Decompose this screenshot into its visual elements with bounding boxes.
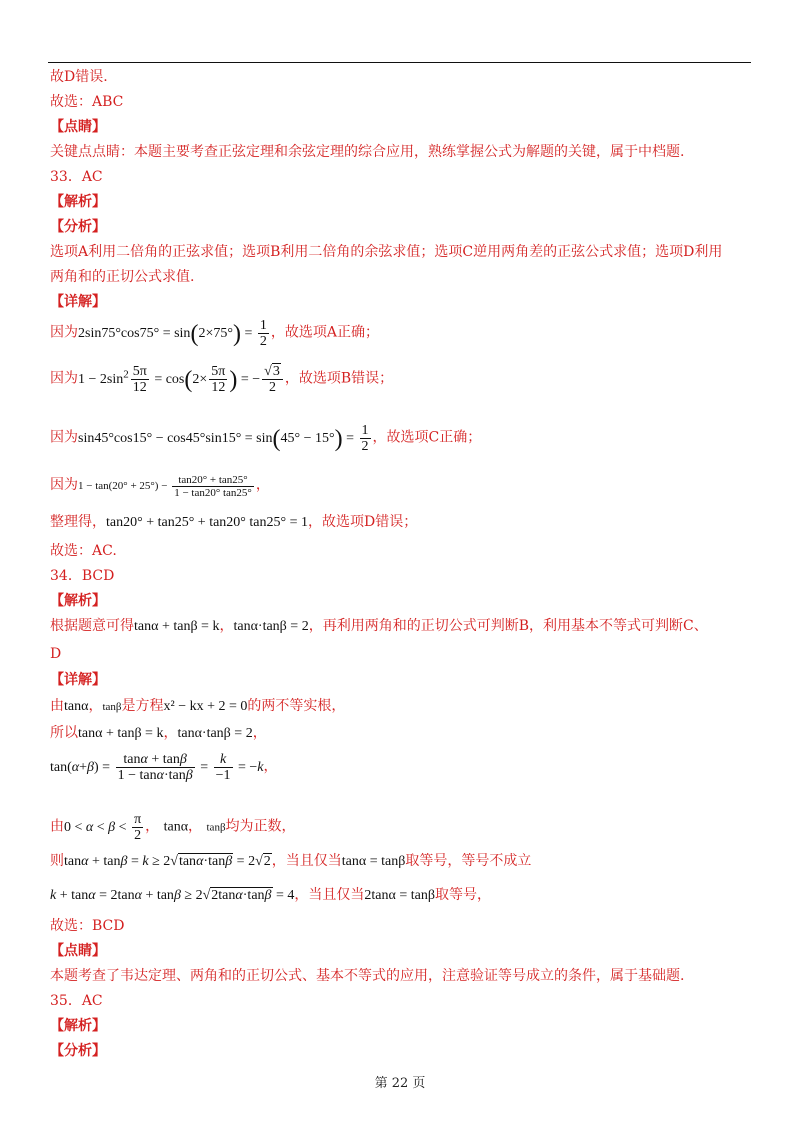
- formula-line: 所以tanα + tanβ = k，tanα·tanβ = 2，: [50, 725, 267, 741]
- text-line: 选项A利用二倍角的正弦求值；选项B利用二倍角的余弦求值；选项C逆用两角差的正弦公式求值；选项D利用: [50, 244, 723, 260]
- section-tag: 【点睛】: [50, 943, 106, 959]
- formula: 2tanα = tanβ: [364, 888, 435, 903]
- formula: tanα = tanβ: [341, 854, 406, 869]
- formula-line: 因为1 − tan(20° + 25°) − $\frac{\tan 20^\circ + \tan 25^\circ}{1 - \tan 20^\circ \tan 25^\circ}$ ，: [50, 474, 270, 499]
- section-tag: 【详解】: [50, 672, 106, 688]
- formula: k + tanα = 2tanα + tanβ ≥ 2√2tanα·tanβ = 4: [50, 888, 295, 903]
- formula: tanα + tanβ = k ≥ 2√tanα·tanβ = 2√2: [64, 854, 271, 869]
- formula-line: 则tanα + tanβ = k ≥ 2√tanα·tanβ = 2√2，当且仅当tanα = tanβ取等号，等号不成立: [50, 853, 532, 869]
- formula: tan20° + tan25° + tan20° tan25° = 1: [106, 515, 308, 530]
- formula: sin45°cos15° − cos45°sin15° = sin(45° − 15°) = $\frac{1}{2}$: [78, 423, 369, 454]
- section-tag: 【解析】: [50, 593, 106, 609]
- question-answer: 35．AC: [50, 993, 103, 1009]
- formula-line: 因为sin45°cos15° − cos45°sin15° = sin(45° − 15°) = $\frac{1}{2}$ ，故选项C正确；: [50, 423, 482, 454]
- formula-line: k + tanα = 2tanα + tanβ ≥ 2√2tanα·tanβ = 4，当且仅当2tanα = tanβ取等号，: [50, 887, 491, 903]
- formula: 1 − tan(20° + 25°) − $\frac{\tan 20^\circ + \tan 25^\circ}{1 - \tan 20^\circ \tan 25^\circ}$: [78, 474, 252, 499]
- formula-line: 整理得，tan20° + tan25° + tan20° tan25° = 1，故选项D错误；: [50, 514, 418, 530]
- text-line: 故选：ABC: [50, 94, 124, 110]
- header-rule: [48, 62, 751, 63]
- formula: 0 < α < β < $\frac{\pi}{2}$: [64, 812, 142, 843]
- question-answer: 33．AC: [50, 169, 103, 185]
- page-number: 第 22 页: [374, 1076, 426, 1091]
- formula-line: 由0 < α < β < $\frac{\pi}{2}$ ， tanα， tanβ均为正数，: [50, 812, 296, 843]
- text-line: 两角和的正切公式求值.: [50, 269, 195, 285]
- section-tag: 【解析】: [50, 1018, 106, 1034]
- formula: tanα: [163, 819, 189, 835]
- section-tag: 【解析】: [50, 194, 106, 210]
- section-tag: 【分析】: [50, 1043, 106, 1059]
- formula: tanα + tanβ = k: [134, 619, 220, 634]
- formula-line: tan(α+β) = $\frac{\tan\alpha + \tan\beta}{1 - \tan\alpha\cdot\tan\beta}$ = $\frac{k}{-1}$ = −k，: [50, 752, 278, 783]
- section-tag: 【详解】: [50, 294, 106, 310]
- formula: tanα: [64, 699, 89, 714]
- text-line: 故选：AC.: [50, 543, 117, 559]
- formula: $1 - 2\sin^2$ $\frac{5\pi}{12}$ = cos(2× $\frac{5\pi}{12}$ ) = − $\frac{√3}{2}$: [78, 372, 285, 387]
- text-line: 故选：BCD: [50, 918, 125, 934]
- formula-line: 因为2sin75°cos75° = sin(2×75°) = $\frac{1}{2}$ ，故选项A正确；: [50, 318, 379, 349]
- formula: tanβ: [102, 701, 122, 713]
- text-line: 本题考查了韦达定理、两角和的正切公式、基本不等式的应用，注意验证等号成立的条件，属于基础题.: [50, 968, 685, 984]
- formula: tanα·tanβ = 2: [177, 726, 253, 741]
- formula: x² − kx + 2 = 0: [163, 699, 248, 714]
- text-line: 关键点点睛：本题主要考查正弦定理和余弦定理的综合应用，熟练掌握公式为解题的关键，属于中档题.: [50, 144, 685, 160]
- formula: tan(α+β) = $\frac{\tan\alpha + \tan\beta}{1 - \tan\alpha\cdot\tan\beta}$ = $\frac{k}{-1}$ = −k: [50, 752, 264, 783]
- formula-line: 因为$1 - 2\sin^2$ $\frac{5\pi}{12}$ = cos(2× $\frac{5\pi}{12}$ ) = − $\frac{√3}{2}$ ，故选项B错误；: [50, 364, 394, 395]
- formula-line: 由tanα，tanβ是方程x² − kx + 2 = 0的两不等实根，: [50, 698, 346, 714]
- section-tag: 【点睛】: [50, 119, 106, 135]
- text-line: D: [50, 646, 62, 662]
- formula: tanα + tanβ = k: [78, 726, 164, 741]
- formula: tanβ: [206, 821, 226, 834]
- section-tag: 【分析】: [50, 219, 106, 235]
- formula-line: 根据题意可得tanα + tanβ = k，tanα·tanβ = 2，再利用两角和的正切公式可判断B，利用基本不等式可判断C、: [50, 618, 708, 634]
- formula: tanα·tanβ = 2: [233, 619, 309, 634]
- text-line: 故D错误.: [50, 69, 108, 85]
- formula: 2sin75°cos75° = sin(2×75°) = $\frac{1}{2}$: [78, 318, 267, 349]
- question-answer: 34．BCD: [50, 568, 115, 584]
